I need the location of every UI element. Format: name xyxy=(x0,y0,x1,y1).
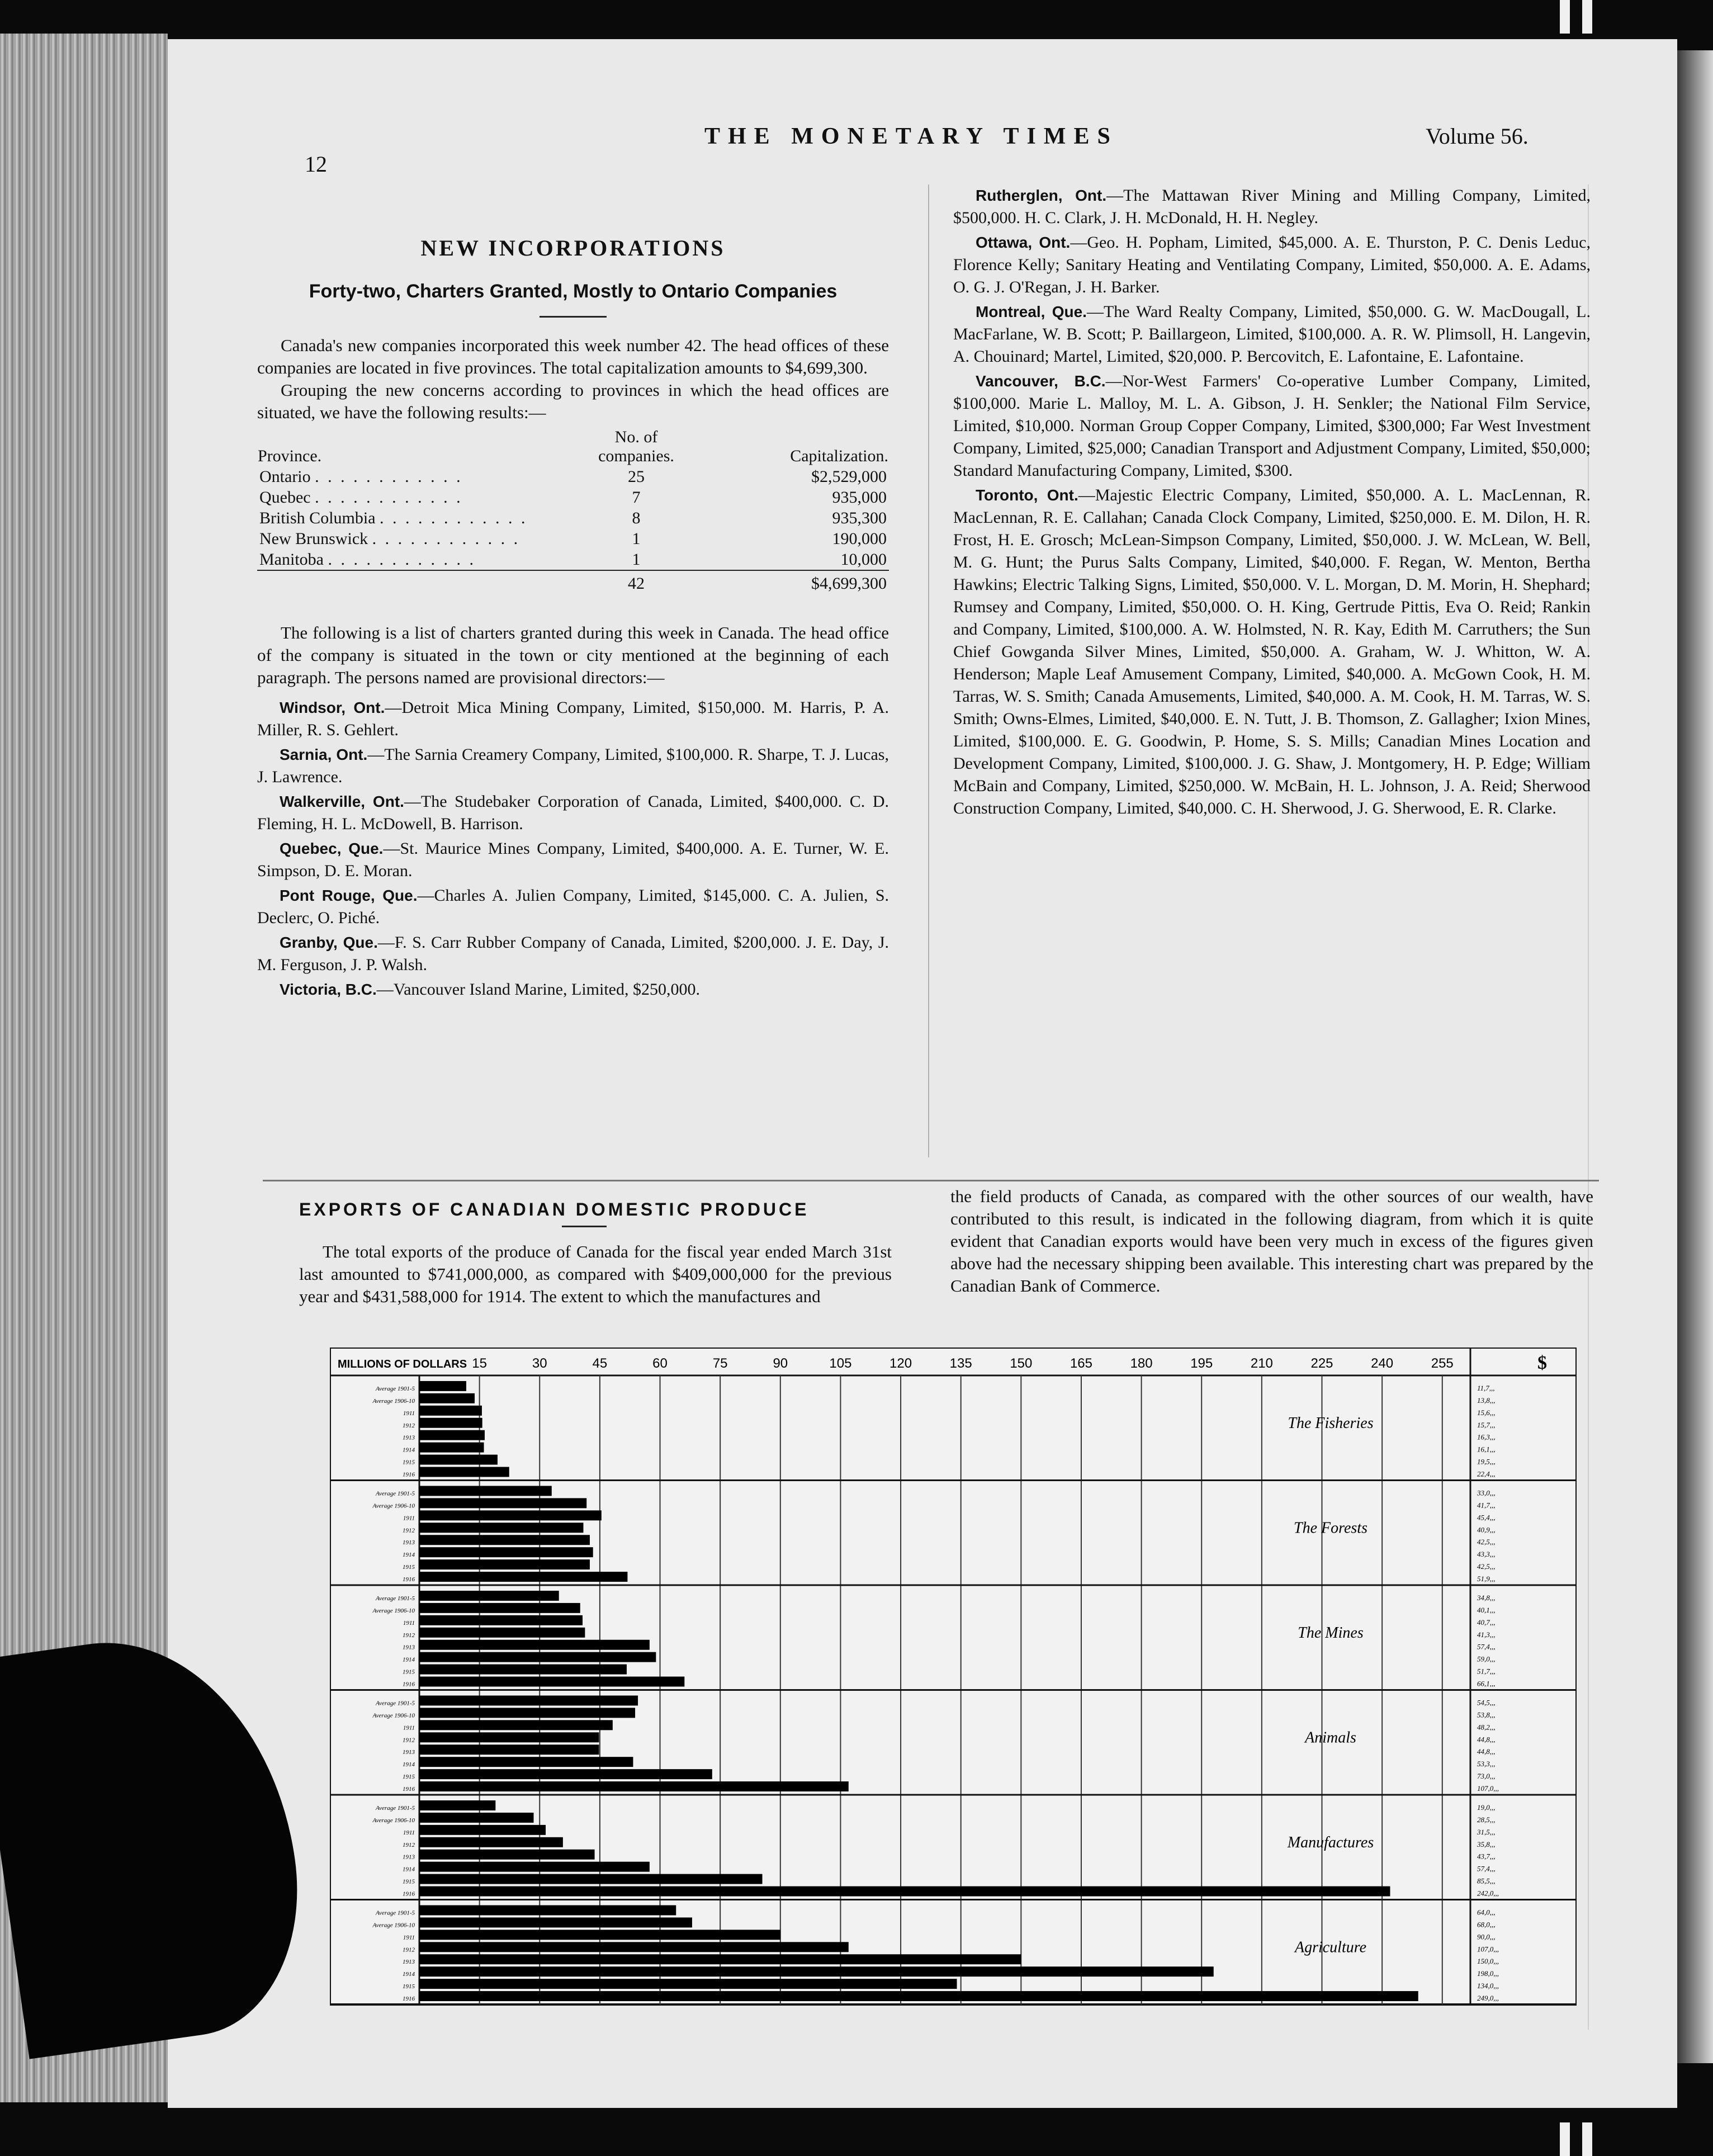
entry-location: Victoria, B.C. xyxy=(280,981,377,998)
bar xyxy=(419,1800,495,1810)
value-label: 15,6,,, xyxy=(1477,1408,1496,1417)
value-label: 34,8,,, xyxy=(1477,1593,1496,1602)
table-row xyxy=(257,528,889,549)
value-label: 19,5,,, xyxy=(1477,1457,1496,1466)
bar xyxy=(419,1559,590,1569)
charter-entry xyxy=(953,231,1591,299)
company-count: 7 xyxy=(632,488,641,507)
bar xyxy=(419,1781,849,1791)
section-title-exports: EXPORTS OF CANADIAN DOMESTIC PRODUCE xyxy=(299,1199,810,1219)
row-label: Average 1901-5 xyxy=(376,1909,415,1917)
row-label: 1911 xyxy=(403,1829,415,1836)
charter-list-right xyxy=(953,185,1591,820)
row-label: Average 1901-5 xyxy=(376,1595,415,1602)
entry-text: —The Sarnia Creamery Company, Limited, $100,000. R. Sharpe, T. J. Lucas, J. Lawrence. xyxy=(257,745,889,786)
value-label: 150,0,,, xyxy=(1477,1957,1499,1966)
left-column xyxy=(257,201,889,1003)
capitalization: $2,529,000 xyxy=(811,467,887,486)
value-label: 90,0,,, xyxy=(1477,1932,1496,1941)
capitalization: 10,000 xyxy=(840,550,887,569)
bar xyxy=(419,1591,559,1601)
row-label: 1915 xyxy=(403,1459,415,1466)
entry-text: —Charles A. Julien Company, Limited, $145,000. C. A. Julien, S. Declerc, O. Piché. xyxy=(257,886,889,927)
value-label: 40,1,,, xyxy=(1477,1605,1496,1614)
row-label: Average 1906-10 xyxy=(372,1607,415,1614)
row-label: 1913 xyxy=(403,1539,415,1547)
row-label: 1913 xyxy=(403,1959,415,1966)
row-label: 1915 xyxy=(403,1878,415,1885)
province-name: Ontario . . . . . . . . . . . . xyxy=(259,467,463,486)
value-label: 44,8,,, xyxy=(1477,1735,1496,1744)
volume-label: Volume 56. xyxy=(1426,124,1529,149)
value-label: 242,0,,, xyxy=(1477,1889,1499,1898)
x-tick-label: 210 xyxy=(1250,1356,1273,1371)
row-label: 1913 xyxy=(403,1644,415,1651)
bar xyxy=(419,1628,585,1638)
value-label: 59,0,,, xyxy=(1477,1654,1496,1663)
capitalization: 190,000 xyxy=(832,529,887,548)
bar xyxy=(419,1930,780,1940)
value-column-header: $ xyxy=(1537,1353,1547,1373)
value-label: 40,7,,, xyxy=(1477,1618,1496,1627)
x-tick-label: 165 xyxy=(1070,1356,1092,1371)
bar xyxy=(419,1813,534,1823)
bar xyxy=(419,1862,650,1872)
charter-entry xyxy=(257,885,889,929)
x-tick-label: 105 xyxy=(829,1356,852,1371)
row-label: Average 1901-5 xyxy=(376,1804,415,1812)
company-count: 1 xyxy=(632,529,641,548)
company-count: 8 xyxy=(632,509,641,527)
row-label: Average 1906-10 xyxy=(372,1922,415,1929)
bar xyxy=(419,1665,627,1675)
charter-entry xyxy=(953,301,1591,368)
bar xyxy=(419,1535,590,1545)
entry-location: Granby, Que. xyxy=(280,934,378,951)
row-label: 1911 xyxy=(403,1934,415,1941)
bar xyxy=(419,1837,563,1847)
value-label: 51,7,,, xyxy=(1477,1667,1496,1676)
value-label: 57,4,,, xyxy=(1477,1642,1496,1651)
bar xyxy=(419,1418,482,1428)
title-rule xyxy=(540,316,607,318)
exports-left-column xyxy=(299,1199,892,1308)
row-label: Average 1901-5 xyxy=(376,1700,415,1707)
value-label: 13,8,,, xyxy=(1477,1396,1496,1405)
entry-location: Windsor, Ont. xyxy=(280,699,385,716)
row-label: 1916 xyxy=(403,1890,415,1898)
section-title-incorporations: NEW INCORPORATIONS xyxy=(420,235,726,261)
grouping-paragraph: Grouping the new concerns according to provinces in which the head offices are situated, we have the following results:— xyxy=(257,380,889,422)
charter-entry xyxy=(953,484,1591,820)
entry-text: —The Ward Realty Company, Limited, $50,000. G. W. MacDougall, L. MacFarlane, W. B. Scott; P. Baillargeon, Limited, $100,000. A. R. W. Plimsoll, H. Langevin, A. Chouinard; Martel, Limited, $20,000. P. Bercovitch, E. Lafontaine, E. Lafontaine. xyxy=(953,302,1591,366)
province-name: New Brunswick . . . . . . . . . . . . xyxy=(259,529,520,548)
company-count: 25 xyxy=(627,467,645,486)
value-label: 134,0,,, xyxy=(1477,1982,1499,1990)
charter-entry xyxy=(257,932,889,976)
bar xyxy=(419,1443,484,1453)
row-label: 1916 xyxy=(403,1576,415,1583)
row-label: 1915 xyxy=(403,1668,415,1676)
total-companies: 42 xyxy=(586,570,687,594)
value-label: 48,2,,, xyxy=(1477,1723,1496,1732)
x-tick-label: 225 xyxy=(1310,1356,1333,1371)
x-tick-label: 180 xyxy=(1130,1356,1153,1371)
row-label: 1913 xyxy=(403,1434,415,1441)
value-label: 41,3,,, xyxy=(1477,1630,1496,1639)
value-label: 53,8,,, xyxy=(1477,1710,1496,1719)
entry-text: —St. Maurice Mines Company, Limited, $400,000. A. E. Turner, W. E. Simpson, D. E. Moran. xyxy=(257,839,889,880)
bar xyxy=(419,1393,475,1403)
bar xyxy=(419,1572,627,1582)
row-label: 1911 xyxy=(403,1515,415,1522)
row-label: 1914 xyxy=(403,1971,415,1978)
entry-text: —The Studebaker Corporation of Canada, Limited, $400,000. C. D. Fleming, H. L. McDowell, B. Harrison. xyxy=(257,792,889,833)
bar xyxy=(419,1732,599,1742)
section-divider xyxy=(263,1180,1599,1181)
x-tick-label: 195 xyxy=(1190,1356,1213,1371)
bar xyxy=(419,1696,638,1706)
x-tick-label: 60 xyxy=(652,1356,668,1371)
row-label: 1911 xyxy=(403,1724,415,1732)
bar xyxy=(419,1906,676,1916)
row-label: 1914 xyxy=(403,1552,415,1559)
exports-right-column xyxy=(950,1185,1593,1297)
value-label: 54,5,,, xyxy=(1477,1698,1496,1707)
charter-entry xyxy=(257,744,889,788)
value-label: 53,3,,, xyxy=(1477,1760,1496,1769)
value-label: 28,5,,, xyxy=(1477,1815,1496,1824)
company-count: 1 xyxy=(632,550,641,569)
bar xyxy=(419,1886,1390,1897)
bar xyxy=(419,1850,595,1860)
row-label: 1916 xyxy=(403,1471,415,1478)
entry-text: —Nor-West Farmers' Co-operative Lumber Company, Limited, $100,000. Marie L. Malloy, M. L. A. Gibson, J. H. Senkler; the National Film Service, Limited, $10,000. Norman Group Copper Company, Limited, $300,000; Far West Investment Company, Limited, $25,000; Canadian Transport and Adjustment Company, Limited, $50,000; Standard Manufacturing Company, Limited, $300. xyxy=(953,372,1591,480)
entry-location: Sarnia, Ont. xyxy=(280,746,368,763)
axis-label: MILLIONS OF DOLLARS xyxy=(338,1358,467,1370)
bar xyxy=(419,1954,1021,1964)
title-rule xyxy=(562,1226,607,1227)
value-label: 73,0,,, xyxy=(1477,1772,1496,1781)
chart-svg xyxy=(330,1348,1577,2018)
page-number: 12 xyxy=(305,152,327,177)
bar xyxy=(419,1744,599,1755)
entry-text: —Vancouver Island Marine, Limited, $250,000. xyxy=(376,980,700,999)
group-label: Manufactures xyxy=(1287,1833,1374,1851)
row-label: 1916 xyxy=(403,1786,415,1793)
bar xyxy=(419,1430,485,1440)
value-label: 85,5,,, xyxy=(1477,1876,1496,1885)
bar xyxy=(419,1942,849,1952)
bar xyxy=(419,1769,712,1779)
col-header-capital: Capitalization. xyxy=(790,447,888,465)
row-label: 1914 xyxy=(403,1446,415,1454)
exports-paragraph-left: The total exports of the produce of Canada for the fiscal year ended March 31st last amounted to $741,000,000, as compared with $409,000,000 for the previous year and $431,588,000 for 1914. The extent to which the manufactures and xyxy=(299,1242,892,1306)
value-label: 51,9,,, xyxy=(1477,1575,1496,1583)
entry-location: Pont Rouge, Que. xyxy=(280,887,418,904)
charter-entry xyxy=(953,185,1591,229)
group-label: The Fisheries xyxy=(1288,1414,1374,1432)
province-name: Quebec . . . . . . . . . . . . xyxy=(259,488,463,507)
row-label: 1914 xyxy=(403,1761,415,1769)
entry-text: —Geo. H. Popham, Limited, $45,000. A. E. Thurston, P. C. Denis Leduc, Florence Kelly; Sanitary Heating and Ventilating Company, Limited, $50,000. A. E. Adams, O. G. J. O'Regan, J. H. Barker. xyxy=(953,233,1591,296)
bar xyxy=(419,1381,466,1391)
row-label: Average 1906-10 xyxy=(372,1397,415,1405)
row-label: 1915 xyxy=(403,1774,415,1781)
row-label: 1912 xyxy=(403,1946,415,1954)
entry-text: —Detroit Mica Mining Company, Limited, $150,000. M. Harris, P. A. Miller, R. S. Gehlert. xyxy=(257,698,889,739)
bar xyxy=(419,1720,613,1730)
film-mark xyxy=(1560,2122,1570,2156)
value-label: 19,0,,, xyxy=(1477,1803,1496,1812)
table-row xyxy=(257,508,889,528)
value-label: 33,0,,, xyxy=(1477,1488,1496,1497)
value-label: 11,7,,, xyxy=(1477,1383,1495,1392)
table-total-row xyxy=(257,570,889,594)
bar xyxy=(419,1467,509,1477)
province-table xyxy=(257,427,889,594)
group-label: The Forests xyxy=(1294,1519,1367,1537)
col-header-province: Province. xyxy=(258,447,322,465)
row-label: Average 1906-10 xyxy=(372,1712,415,1719)
capitalization: 935,000 xyxy=(832,488,887,507)
bar xyxy=(419,1991,1418,2001)
value-label: 249,0,,, xyxy=(1477,1994,1499,2002)
entry-text: —Majestic Electric Company, Limited, $50,000. A. L. MacLennan, R. MacLennan, R. E. Callahan; Canada Clock Company, Limited, $250,000. E. M. Dilon, H. R. Frost, H. E. Grosch; McLean-Simpson Company, Limited, $50,000. J. W. McLean, W. Bell, M. G. Hunt; the Purus Salts Company, Limited, $40,000. F. Regan, W. Menton, Bertha Hawkins; Electric Talking Signs, Limited, $50,000. V. L. Morgan, D. M. Morin, H. Shephard; Rumsey and Company, Limited, $50,000. O. H. King, Gertrude Pittis, Eva O. Reid; Rankin and Company, Limited, $100,000. A. W. Holmsted, N. R. Kay, Edith M. Carruthers; the Sun Chief Gowganda Silver Mines, Limited, $50,000. A. Graham, W. J. Whitton, W. A. Henderson; Maple Leaf Amusement Company, Limited, $40,000. A. McGown Cook, H. M. Tarras, W. S. Smith; Canada Amusements, Limited, $40,000. A. M. Cook, H. M. Tarras, W. S. Smith; Owns-Elmes, Limited, $40,000. E. N. Tutt, J. B. Thomson, Z. Gallagher; Ixion Mines, Limited, $100,000. E. G. Goodwin, P. Home, S. S. Mills; Canadian Mines Location and Development Company, Limited, $100,000. J. G. Shaw, J. Montgomery, H. P. Edge; William McBain and Company, Limited, $250,000. W. McBain, H. L. Johnson, J. A. Reid; Sherwood Construction Company, Limited, $40,000. C. H. Sherwood, J. G. Sherwood, E. R. Clarke. xyxy=(953,486,1591,817)
bar xyxy=(419,1917,692,1927)
bar xyxy=(419,1615,583,1625)
journal-page xyxy=(168,39,1677,2108)
exports-paragraph-right: the field products of Canada, as compared with the other sources of our wealth, have contributed to this result, is indicated in the following diagram, from which it is quite evident that Canadian exports would have been very much in excess of the figures given above had the necessary shipping been available. This interesting chart was prepared by the Canadian Bank of Commerce. xyxy=(950,1186,1593,1296)
value-label: 198,0,,, xyxy=(1477,1969,1499,1978)
entry-location: Toronto, Ont. xyxy=(976,486,1078,504)
bar xyxy=(419,1757,633,1767)
x-tick-label: 75 xyxy=(712,1356,728,1371)
capitalization: 935,300 xyxy=(832,509,887,527)
right-column xyxy=(953,185,1591,822)
province-name: British Columbia . . . . . . . . . . . . xyxy=(259,509,528,527)
entry-location: Montreal, Que. xyxy=(976,303,1087,320)
bar xyxy=(419,1455,498,1465)
charter-entry xyxy=(257,838,889,882)
row-label: 1912 xyxy=(403,1737,415,1744)
list-intro-paragraph: The following is a list of charters granted during this week in Canada. The head office of the company is situated in the town or city mentioned at the beginning of each paragraph. The persons named are provisional directors:— xyxy=(257,623,889,687)
row-label: Average 1906-10 xyxy=(372,1502,415,1510)
value-label: 43,3,,, xyxy=(1477,1550,1496,1559)
value-label: 44,8,,, xyxy=(1477,1747,1496,1756)
bar xyxy=(419,1677,684,1687)
entry-location: Rutherglen, Ont. xyxy=(976,187,1107,204)
bar xyxy=(419,1603,580,1613)
x-tick-label: 255 xyxy=(1431,1356,1454,1371)
value-label: 22,4,,, xyxy=(1477,1469,1496,1478)
value-label: 15,7,,, xyxy=(1477,1420,1496,1429)
charter-entry xyxy=(257,697,889,741)
value-label: 66,1,,, xyxy=(1477,1679,1496,1688)
x-tick-label: 30 xyxy=(532,1356,547,1371)
charter-entry xyxy=(953,370,1591,482)
x-tick-label: 45 xyxy=(592,1356,608,1371)
row-label: 1913 xyxy=(403,1749,415,1756)
x-tick-label: 240 xyxy=(1371,1356,1394,1371)
table-row xyxy=(257,487,889,508)
row-label: 1912 xyxy=(403,1422,415,1429)
entry-location: Vancouver, B.C. xyxy=(976,372,1106,390)
bar xyxy=(419,1825,546,1835)
value-label: 68,0,,, xyxy=(1477,1920,1496,1929)
row-label: 1912 xyxy=(403,1632,415,1639)
journal-title: THE MONETARY TIMES xyxy=(704,124,1118,149)
entry-text: —F. S. Carr Rubber Company of Canada, Limited, $200,000. J. E. Day, J. M. Ferguson, J. P. Walsh. xyxy=(257,933,889,974)
total-capital: $4,699,300 xyxy=(687,570,889,594)
bar xyxy=(419,1406,482,1416)
entry-location: Walkerville, Ont. xyxy=(280,793,404,810)
value-label: 107,0,,, xyxy=(1477,1945,1499,1954)
row-label: 1916 xyxy=(403,1996,415,2002)
value-label: 42,5,,, xyxy=(1477,1562,1496,1571)
col-header-companies: No. of companies. xyxy=(598,428,674,465)
value-label: 35,8,,, xyxy=(1477,1840,1496,1848)
value-label: 42,5,,, xyxy=(1477,1538,1496,1547)
bar xyxy=(419,1708,635,1718)
bar xyxy=(419,1486,552,1496)
x-tick-label: 120 xyxy=(889,1356,912,1371)
x-tick-label: 150 xyxy=(1010,1356,1033,1371)
film-mark xyxy=(1582,0,1592,34)
bar xyxy=(419,1874,763,1884)
bar xyxy=(419,1547,593,1557)
x-tick-label: 135 xyxy=(949,1356,972,1371)
value-label: 43,7,,, xyxy=(1477,1852,1496,1861)
film-mark xyxy=(1582,2122,1592,2156)
intro-paragraph: Canada's new companies incorporated this week number 42. The head offices of these companies are located in five provinces. The total capitalization amounts to $4,699,300. xyxy=(257,335,889,377)
entry-text: —The Mattawan River Mining and Milling Company, Limited, $500,000. H. C. Clark, J. H. McDonald, H. H. Negley. xyxy=(953,186,1591,227)
bar xyxy=(419,1498,586,1508)
value-label: 107,0,,, xyxy=(1477,1784,1499,1793)
group-label: Animals xyxy=(1305,1729,1356,1747)
value-label: 31,5,,, xyxy=(1477,1827,1496,1836)
row-label: 1915 xyxy=(403,1983,415,1990)
row-label: 1912 xyxy=(403,1527,415,1534)
bar xyxy=(419,1652,656,1662)
value-label: 16,3,,, xyxy=(1477,1432,1496,1441)
row-label: 1914 xyxy=(403,1866,415,1873)
column-divider xyxy=(928,185,929,1157)
next-page-sliver xyxy=(1674,50,1713,2063)
charter-entry xyxy=(257,978,889,1001)
value-label: 41,7,,, xyxy=(1477,1501,1496,1510)
group-label: The Mines xyxy=(1298,1624,1364,1642)
section-subtitle: Forty-two, Charters Granted, Mostly to Ontario Companies xyxy=(309,281,837,302)
film-mark xyxy=(1560,0,1570,34)
row-label: 1912 xyxy=(403,1841,415,1848)
row-label: 1915 xyxy=(403,1564,415,1571)
row-label: 1913 xyxy=(403,1854,415,1861)
x-tick-label: 15 xyxy=(472,1356,487,1371)
table-row xyxy=(257,549,889,570)
bar xyxy=(419,1979,957,1989)
bar xyxy=(419,1523,583,1533)
entry-location: Quebec, Que. xyxy=(280,840,384,857)
value-label: 64,0,,, xyxy=(1477,1908,1496,1917)
bar xyxy=(419,1510,602,1520)
value-label: 16,1,,, xyxy=(1477,1445,1496,1454)
x-tick-label: 90 xyxy=(773,1356,788,1371)
row-label: Average 1906-10 xyxy=(372,1817,415,1824)
row-label: 1911 xyxy=(403,1619,415,1627)
bar xyxy=(419,1640,650,1650)
exports-bar-chart xyxy=(330,1348,1577,2018)
row-label: 1914 xyxy=(403,1656,415,1663)
row-label: Average 1901-5 xyxy=(376,1385,415,1392)
value-label: 57,4,,, xyxy=(1477,1864,1496,1873)
charter-list-left xyxy=(257,697,889,1001)
value-label: 40,9,,, xyxy=(1477,1525,1496,1534)
row-label: 1916 xyxy=(403,1681,415,1688)
charter-entry xyxy=(257,791,889,835)
group-label: Agriculture xyxy=(1294,1938,1367,1956)
bar xyxy=(419,1966,1214,1977)
value-label: 45,4,,, xyxy=(1477,1513,1496,1522)
table-row xyxy=(257,466,889,487)
row-label: 1911 xyxy=(403,1410,415,1417)
province-name: Manitoba . . . . . . . . . . . . xyxy=(259,550,476,569)
row-label: Average 1901-5 xyxy=(376,1490,415,1497)
entry-location: Ottawa, Ont. xyxy=(976,234,1071,251)
